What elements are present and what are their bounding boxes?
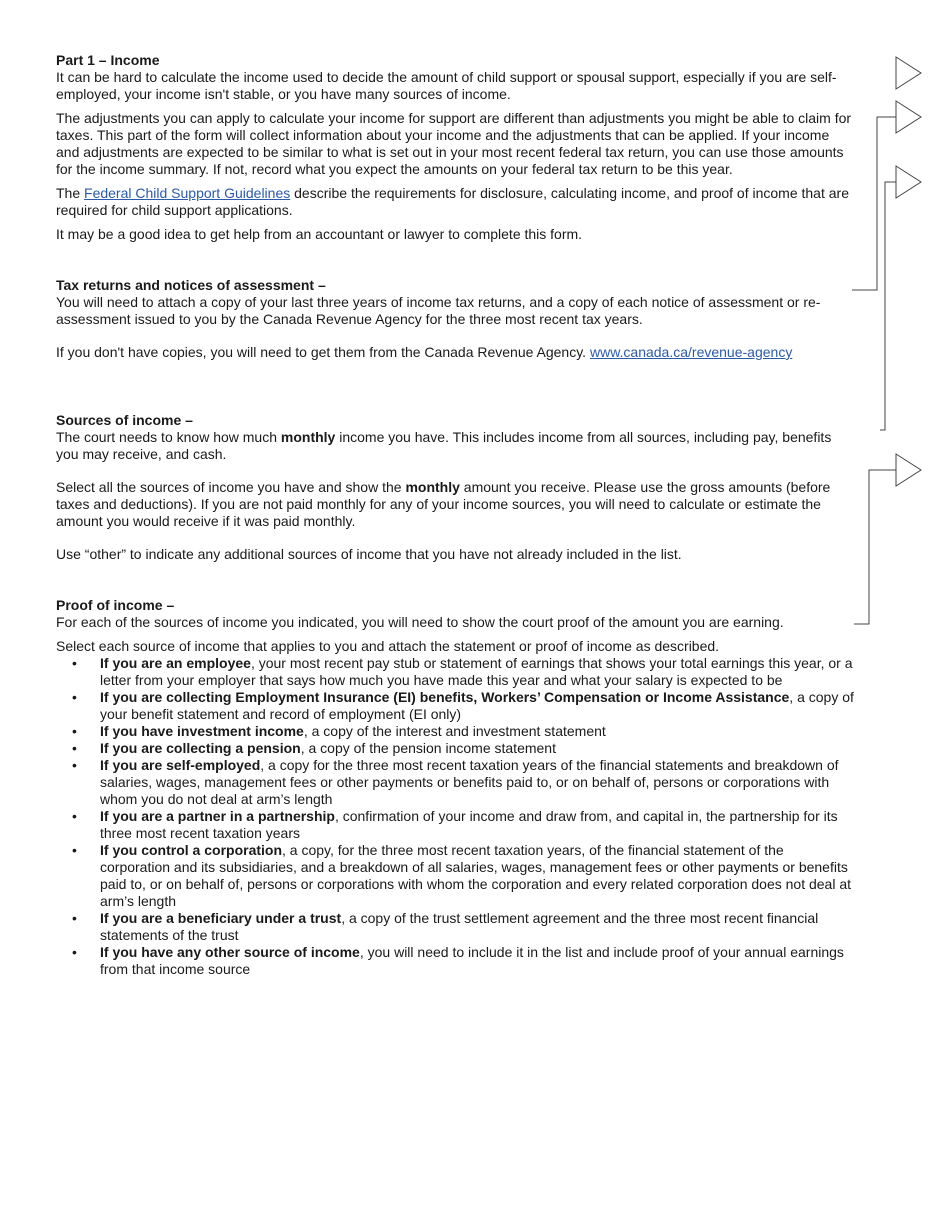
item-text: , a copy of the interest and investment statement bbox=[303, 723, 606, 739]
play-triangle-icon[interactable] bbox=[896, 101, 921, 133]
item-text: , confirmation of your income and draw from, and capital in, the partnership for its three most recent taxation years bbox=[100, 808, 838, 841]
item-bold: If you have investment income bbox=[100, 723, 304, 739]
item-text: , your most recent pay stub or statement of earnings that shows your total earnings this year, or a letter from your employer that says how much you have made this year and what your salary is expected to be bbox=[100, 655, 853, 688]
part1-p3-post: describe the requirements for disclosure, calculating income, and proof of income that are required for child support applications. bbox=[56, 185, 849, 218]
part1-paragraph-3 bbox=[56, 185, 856, 219]
list-item bbox=[56, 944, 856, 978]
part1-heading: Part 1 – Income bbox=[56, 52, 160, 68]
play-triangle-icon[interactable] bbox=[896, 166, 921, 198]
bracket-line bbox=[854, 470, 896, 624]
list-item bbox=[56, 757, 856, 808]
item-bold: If you are collecting a pension bbox=[100, 740, 301, 756]
bullet: • bbox=[72, 740, 77, 756]
item-text: , a copy of the trust settlement agreement and the three most recent financial statements of the trust bbox=[100, 910, 819, 943]
sources-paragraph-2 bbox=[56, 479, 856, 530]
proof-paragraph-1: For each of the sources of income you indicated, you will need to show the court proof of the amount you are earning. bbox=[56, 614, 784, 630]
item-bold: If you have any other source of income bbox=[100, 944, 360, 960]
tax-paragraph-2 bbox=[56, 344, 856, 361]
part1-paragraph-4: It may be a good idea to get help from an accountant or lawyer to complete this form. bbox=[56, 226, 583, 242]
list-item bbox=[56, 655, 856, 689]
bullet: • bbox=[72, 944, 77, 960]
document-body bbox=[56, 52, 856, 978]
bracket-line bbox=[852, 117, 896, 290]
sources-p2-a: Select all the sources of income you have and show the bbox=[56, 479, 406, 495]
sources-p2-bold: monthly bbox=[405, 479, 460, 495]
list-item bbox=[56, 842, 856, 910]
bullet: • bbox=[72, 910, 77, 926]
item-text: , a copy of the pension income statement bbox=[300, 740, 556, 756]
item-text: , you will need to include it in the list and include proof of your annual earnings from that income source bbox=[100, 944, 844, 977]
guidelines-link[interactable]: Federal Child Support Guidelines bbox=[84, 185, 291, 201]
part1-paragraph-2: The adjustments you can apply to calculate your income for support are different than adjustments you might be able to claim for taxes. This part of the form will collect information about your income and the adjustments that can be applied. If your income and adjustments are expected to be similar to what is set out in your most recent federal tax return, you can use those amounts for the income summary. If not, record what you expect the amounts on your federal tax return to be this year. bbox=[56, 110, 852, 177]
bullet: • bbox=[72, 808, 77, 824]
item-bold: If you are a partner in a partnership bbox=[100, 808, 335, 824]
list-item bbox=[56, 808, 856, 842]
item-bold: If you control a corporation bbox=[100, 842, 283, 858]
play-triangle-icon[interactable] bbox=[896, 454, 921, 486]
tax-paragraph-1: You will need to attach a copy of your last three years of income tax returns, and a copy of each notice of assessment or re-assessment issued to you by the Canada Revenue Agency for the three most recent tax years. bbox=[56, 294, 821, 327]
tax-heading: Tax returns and notices of assessment – bbox=[56, 277, 326, 293]
item-bold: If you are collecting Employment Insurance (EI) benefits, Workers’ Compensation or Income Assistance bbox=[100, 689, 790, 705]
bracket-line bbox=[880, 182, 896, 430]
sources-p1-c: income you have. This includes income from all sources, including pay, benefits you may receive, and cash. bbox=[56, 429, 832, 462]
sources-p2-c: amount you receive. Please use the gross amounts (before taxes and deductions). If you are not paid monthly for any of your income sources, you will need to calculate or estimate the amount you would receive if it was paid monthly. bbox=[56, 479, 831, 529]
item-bold: If you are self-employed bbox=[100, 757, 261, 773]
tax-p2-pre: If you don't have copies, you will need to get them from the Canada Revenue Agency. bbox=[56, 344, 590, 360]
list-item bbox=[56, 689, 856, 723]
section-markers bbox=[840, 0, 950, 700]
item-bold: If you are a beneficiary under a trust bbox=[100, 910, 342, 926]
proof-list bbox=[56, 655, 856, 978]
list-item bbox=[56, 910, 856, 944]
sources-paragraph-3: Use “other” to indicate any additional sources of income that you have not already included in the list. bbox=[56, 546, 682, 562]
proof-heading: Proof of income – bbox=[56, 597, 175, 613]
part1-p3-pre: The bbox=[56, 185, 85, 201]
item-text: , a copy for the three most recent taxation years of the financial statements and breakdown of salaries, wages, management fees or other payments or benefits paid to, or on behalf of, persons or corporations with whom you do not deal at arm’s length bbox=[100, 757, 839, 807]
sources-p1-a: The court needs to know how much bbox=[56, 429, 281, 445]
bullet: • bbox=[72, 655, 77, 671]
bullet: • bbox=[72, 757, 77, 773]
cra-link[interactable]: www.canada.ca/revenue-agency bbox=[589, 344, 793, 360]
sources-paragraph-1 bbox=[56, 429, 856, 463]
list-item bbox=[56, 723, 856, 740]
bullet: • bbox=[72, 689, 77, 705]
sources-heading: Sources of income – bbox=[56, 412, 193, 428]
proof-paragraph-2: Select each source of income that applies to you and attach the statement or proof of income as described. bbox=[56, 638, 720, 654]
bullet: • bbox=[72, 723, 77, 739]
item-text: , a copy of your benefit statement and record of employment (EI only) bbox=[100, 689, 854, 722]
sources-p1-bold: monthly bbox=[280, 429, 336, 445]
list-item bbox=[56, 740, 856, 757]
bullet: • bbox=[72, 842, 77, 858]
item-bold: If you are an employee bbox=[100, 655, 251, 671]
play-triangle-icon[interactable] bbox=[896, 57, 921, 89]
part1-paragraph-1: It can be hard to calculate the income used to decide the amount of child support or spousal support, especially if you are self-employed, your income isn't stable, or you have many sources of income. bbox=[56, 69, 837, 102]
item-text: , a copy, for the three most recent taxation years, of the financial statement of the corporation and its subsidiaries, and a breakdown of all salaries, wages, management fees or other payments or benefits paid to, or on behalf of, persons or corporations with whom the corporation and every related corporation does not deal at arm’s length bbox=[100, 842, 852, 909]
